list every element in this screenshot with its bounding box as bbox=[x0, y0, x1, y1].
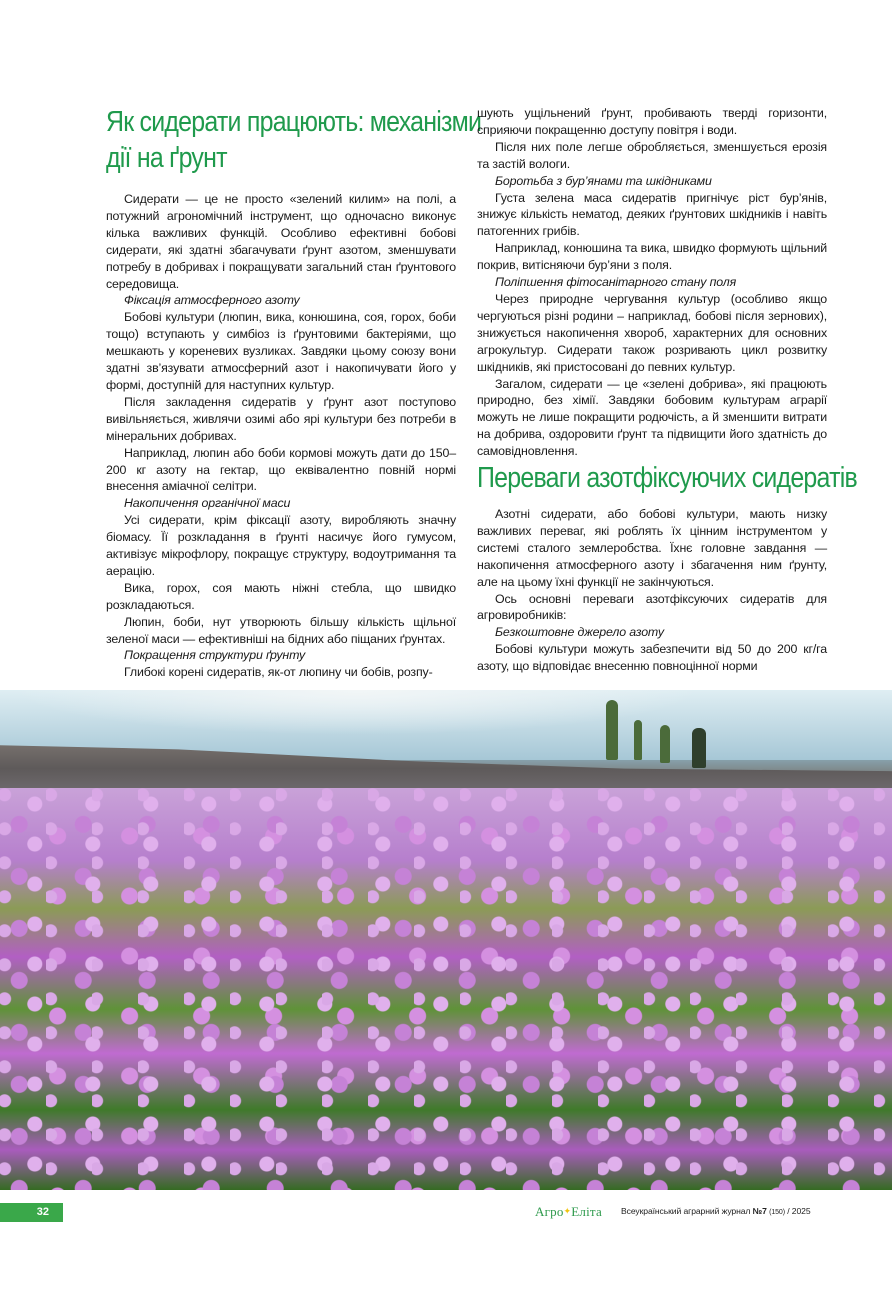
subheading: Покращення структури ґрунту bbox=[124, 648, 306, 663]
paragraph: Люпин, боби, нут утворюють більшу кількість щільної зеленої маси — ефективніші на бідних або піщаних ґрунтах. bbox=[106, 614, 456, 646]
paragraph: Бобові культури можуть забезпечити від 50 до 200 кг/га азоту, що відповідає внесенню повноцінної норми bbox=[477, 642, 827, 674]
paragraph: Густа зелена маса сидератів пригнічує ріст бур’янів, знижує кількість нематод, деяких ґрунтових шкідників і навіть патогенних грибів. bbox=[477, 190, 827, 239]
spark-icon: ✦ bbox=[563, 1206, 572, 1216]
heading-line-1: Як сидерати працюють: механізми bbox=[106, 106, 482, 138]
paragraph: Глибокі корені сидератів, як-от люпину чи бобів, розпу- bbox=[124, 665, 433, 680]
right-column-text-bottom bbox=[477, 506, 827, 675]
photo-tree bbox=[634, 720, 642, 760]
subheading: Безкоштовне джерело азоту bbox=[495, 625, 664, 640]
photo-tree bbox=[660, 725, 670, 763]
paragraph: Азотні сидерати, або бобові культури, мають низку важливих переваг, які роблять їх цінним інструментом у системі сталого землеробства. Їхнє головне завдання — накопичення атмосферного азоту і збагачення ним ґрунту, але на цьому їхні функції не закінчуються. bbox=[477, 507, 827, 589]
paragraph: Після закладення сидератів у ґрунт азот поступово вивільняється, живлячи озимі або ярі культури без потреби в мінеральних добривах. bbox=[106, 394, 456, 443]
paragraph: Після них поле легше обробляється, зменшується ерозія та застій вологи. bbox=[477, 139, 827, 171]
paragraph-continuation: шують ущільнений ґрунт, пробивають тверді горизонти, сприяючи покращенню доступу повітря і води. bbox=[477, 106, 827, 137]
heading-line-2: дії на ґрунт bbox=[106, 142, 227, 174]
left-column-text bbox=[106, 191, 456, 681]
section-heading-benefits: Переваги азотфіксуючих сидератів bbox=[477, 462, 857, 494]
flower-field-photo bbox=[0, 690, 892, 1190]
paragraph: Через природне чергування культур (особливо якщо чергуються різні родини – наприклад, бобові після зернових), знижується накопичення хвороб, характерних для основних агрокультур. Сидерати також розривають цикл розвитку шкідників, які пристосовані до певних культур. bbox=[477, 291, 827, 374]
paragraph: Сидерати — це не просто «зелений килим» на полі, а потужний агрономічний інструмент, що одночасно виконує кілька важливих функцій. Особливо ефективні бобові сидерати, які здатні збагачувати ґрунт азотом, зменшувати потребу в добривах і покращувати загальний стан ґрунтового середовища. bbox=[106, 192, 456, 291]
logo-part-2: Еліта bbox=[571, 1204, 602, 1219]
paragraph: Бобові культури (люпин, вика, конюшина, соя, горох, боби тощо) вступають у симбіоз із ґрунтовими бактеріями, що мешкають у кореневих вузликах. Завдяки цьому союзу вони здатні зв’язувати атмосферний азот і накопичувати його у формі, доступній для наступних культур. bbox=[106, 310, 456, 392]
paragraph: Ось основні переваги азотфіксуючих сидератів для агровиробників: bbox=[477, 591, 827, 623]
magazine-logo bbox=[535, 1204, 602, 1220]
issue-year: / 2025 bbox=[787, 1206, 811, 1216]
subheading: Фіксація атмосферного азоту bbox=[124, 293, 300, 308]
paragraph: Вика, горох, соя мають ніжні стебла, що швидко розкладаються. bbox=[106, 580, 456, 612]
photo-tree bbox=[606, 700, 618, 760]
issue-number: №7 bbox=[752, 1206, 767, 1216]
journal-title: Всеукраїнський аграрний журнал bbox=[621, 1206, 753, 1216]
photo-flower-field bbox=[0, 788, 892, 1190]
subheading: Накопичення органічної маси bbox=[124, 496, 291, 511]
paragraph: Наприклад, люпин або боби кормові можуть дати до 150–200 кг азоту на гектар, що еквівалентно повній нормі внесення аміачної селітри. bbox=[106, 445, 456, 494]
paragraph: Загалом, сидерати — це «зелені добрива», які працюють природно, без хімії. Завдяки бобовим культурам аграрії можуть не лише покращити родючість, а й зменшити витрати на добрива, оздоровити ґрунт та підвищити його здатність до самовідновлення. bbox=[477, 376, 827, 459]
page-number: 32 bbox=[0, 1203, 63, 1222]
subheading: Поліпшення фітосанітарного стану поля bbox=[495, 275, 737, 290]
paragraph: Усі сидерати, крім фіксації азоту, виробляють значну біомасу. Її розкладання в ґрунті насичує його гумусом, активізує мікрофлору, покращує структуру, водоутримання та аерацію. bbox=[106, 513, 456, 578]
right-column-text-top bbox=[477, 105, 827, 460]
section-heading-mechanisms bbox=[106, 104, 481, 176]
journal-info bbox=[621, 1206, 811, 1216]
logo-part-1: Агро bbox=[535, 1204, 564, 1219]
subheading: Боротьба з бур’янами та шкідниками bbox=[495, 173, 712, 188]
paragraph: Наприклад, конюшина та вика, швидко формують щільний покрив, витісняючи бур’яни з поля. bbox=[477, 241, 827, 273]
page-footer bbox=[0, 1203, 892, 1223]
issue-total: (150) bbox=[769, 1209, 785, 1216]
photo-tree bbox=[692, 728, 706, 768]
